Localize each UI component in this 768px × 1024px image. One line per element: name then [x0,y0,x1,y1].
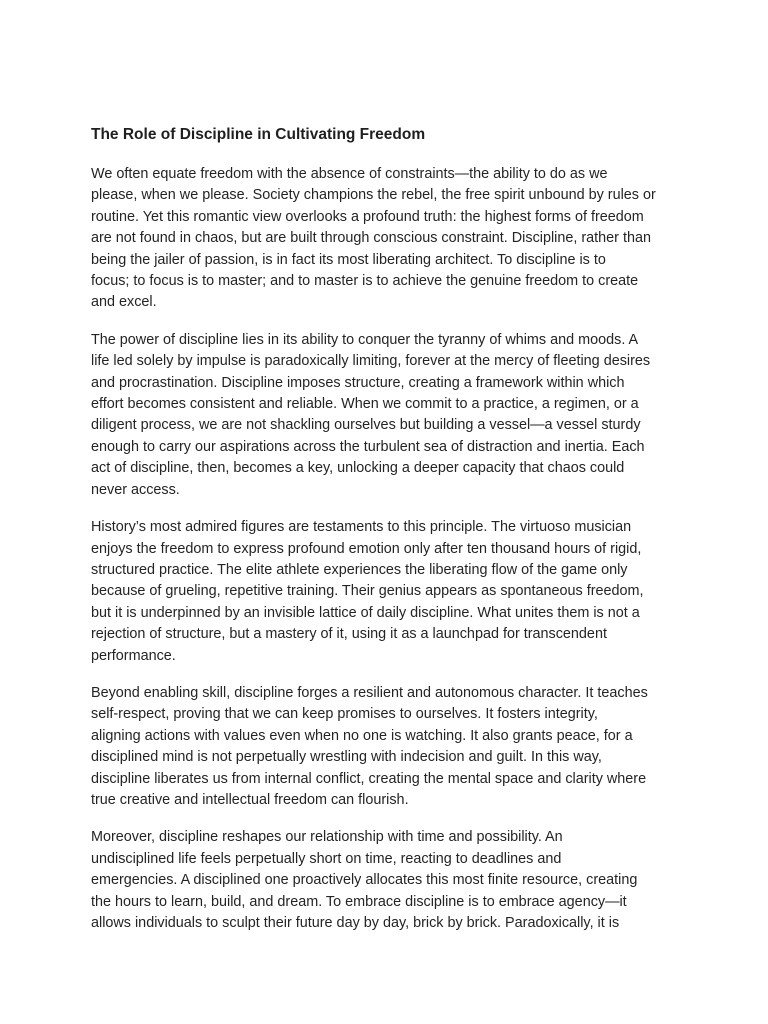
paragraph-line: discipline liberates us from internal conflict, creating the mental space and clarity where [91,770,647,787]
paragraph-line: disciplined mind is not perpetually wrestling with indecision and guilt. In this way, [91,749,602,766]
paragraph-line: act of discipline, then, becomes a key, unlocking a deeper capacity that chaos could [91,460,625,477]
paragraph-4 [91,683,679,811]
paragraph-line: The power of discipline lies in its ability to conquer the tyranny of whims and moods. A [91,331,639,348]
paragraph-line: Moreover, discipline reshapes our relationship with time and possibility. An [91,829,563,846]
paragraph-1 [91,164,679,314]
paragraph-line: diligent process, we are not shackling ourselves but building a vessel—a vessel sturdy [91,417,641,434]
paragraph-line: focus; to focus is to master; and to master is to achieve the genuine freedom to create [91,273,639,290]
paragraph-3 [91,517,679,667]
paragraph-line: but it is underpinned by an invisible lattice of daily discipline. What unites them is not a [91,604,640,621]
document-page [91,125,679,950]
paragraph-line: the hours to learn, build, and dream. To embrace discipline is to embrace agency—it [91,893,627,910]
paragraph-line: self-respect, proving that we can keep promises to ourselves. It fosters integrity, [91,706,598,723]
paragraph-line: being the jailer of passion, is in fact its most liberating architect. To discipline is to [91,251,606,268]
paragraph-line: We often equate freedom with the absence of constraints—the ability to do as we [91,166,608,182]
paragraph-line: true creative and intellectual freedom can flourish. [91,791,409,808]
paragraph-line: enough to carry our aspirations across the turbulent sea of distraction and inertia. Each [91,438,645,455]
paragraph-line: Beyond enabling skill, discipline forges a resilient and autonomous character. It teaches [91,684,648,701]
paragraph-line: routine. Yet this romantic view overlooks a profound truth: the highest forms of freedom [91,208,644,225]
paragraph-line: and excel. [91,294,157,311]
paragraph-2 [91,330,679,501]
paragraph-line: rejection of structure, but a mastery of it, using it as a launchpad for transcendent [91,626,607,643]
paragraph-line: are not found in chaos, but are built through conscious constraint. Discipline, rather than [91,230,651,247]
paragraph-line: emergencies. A disciplined one proactively allocates this most finite resource, creating [91,872,638,889]
paragraph-line: effort becomes consistent and reliable. When we commit to a practice, a regimen, or a [91,396,639,413]
paragraph-line: History’s most admired figures are testaments to this principle. The virtuoso musician [91,519,632,536]
paragraph-line: please, when we please. Society champions the rebel, the free spirit unbound by rules or [91,187,656,204]
paragraph-line: because of grueling, repetitive training. Their genius appears as spontaneous freedom, [91,583,644,600]
document-title: The Role of Discipline in Cultivating Freedom [91,126,426,143]
paragraph-line: and procrastination. Discipline imposes structure, creating a framework within which [91,374,625,391]
paragraph-line: life led solely by impulse is paradoxically limiting, forever at the mercy of fleeting desires [91,353,651,370]
paragraph-5 [91,827,679,934]
paragraph-line: allows individuals to sculpt their future day by day, brick by brick. Paradoxically, it is [91,915,620,931]
paragraph-line: undisciplined life feels perpetually short on time, reacting to deadlines and [91,850,562,867]
paragraph-line: performance. [91,647,176,664]
paragraph-line: structured practice. The elite athlete experiences the liberating flow of the game only [91,561,628,578]
paragraph-line: enjoys the freedom to express profound emotion only after ten thousand hours of rigid, [91,540,642,557]
paragraph-line: never access. [91,481,180,498]
paragraph-line: aligning actions with values even when no one is watching. It also grants peace, for a [91,727,633,744]
